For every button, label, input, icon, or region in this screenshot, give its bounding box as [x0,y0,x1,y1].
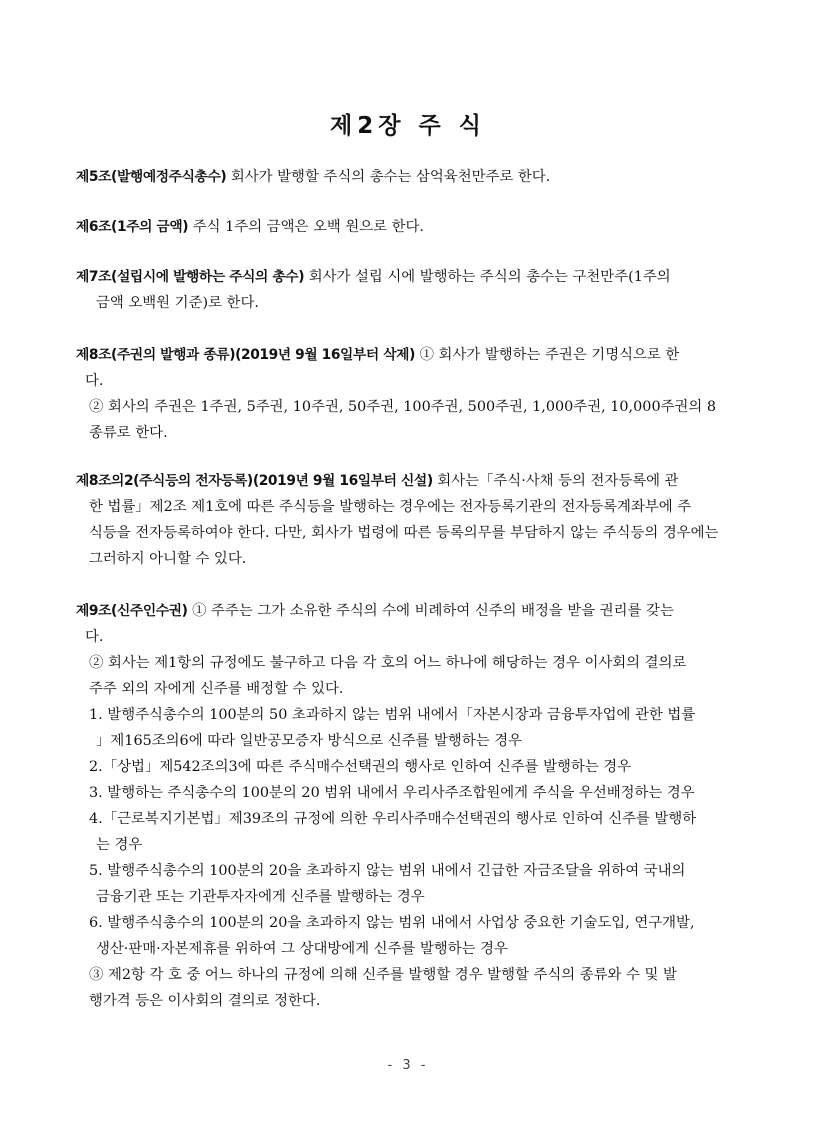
article-text: 회사가 설립 시에 발행하는 주식의 총수는 구천만주(1주의 [304,269,671,285]
article-line: 한 법률」제2조 제1호에 따른 주식등을 발행하는 경우에는 전자등록기관의 전자등록계좌부에 주 [89,499,692,515]
article-9 [76,598,746,1014]
article-text: 회사가 발행할 주식의 총수는 삼억육천만주로 한다. [226,169,551,185]
article-line: 는 경우 [96,837,143,853]
article-line: 그러하지 아니할 수 있다. [89,551,247,567]
article-line: 」제165조의6에 따라 일반공모증자 방식으로 신주를 발행하는 경우 [96,733,522,749]
chapter-title: 제2장 주 식 [330,113,486,139]
article-line: 6. 발행주식총수의 100분의 20을 초과하지 않는 범위 내에서 사업상 중요한 기술도입, 연구개발, [89,915,695,931]
article-7 [76,264,746,316]
article-line: 식등을 전자등록하여야 한다. 다만, 회사가 법령에 따른 등록의무를 부담하지 않는 주식등의 경우에는 [89,525,719,541]
article-line: 종류로 한다. [89,425,168,441]
article-text: ① 회사가 발행하는 주권은 기명식으로 한 [415,347,680,363]
article-line: 3. 발행하는 주식총수의 100분의 20 범위 내에서 우리사주조합원에게 주식을 우선배정하는 경우 [89,785,695,801]
article-text: 주식 1주의 금액은 오백 원으로 한다. [188,219,424,235]
article-line: 생산·판매·자본제휴를 위하여 그 상대방에게 신주를 발행하는 경우 [96,941,508,957]
article-line [76,264,746,290]
article-8-2 [76,468,746,572]
article-line [76,164,746,190]
article-line [76,214,746,240]
article-heading: 제7조(설립시에 발행하는 주식의 총수) [76,269,305,285]
article-line [76,598,746,624]
article-line: 금융기관 또는 기관투자자에게 신주를 발행하는 경우 [96,889,425,905]
article-text: 회사는「주식·사채 등의 전자등록에 관 [432,473,679,489]
article-text: ① 주주는 그가 소유한 주식의 수에 비례하여 신주의 배정을 받을 권리를 갖는 [187,603,674,619]
article-line: 다. [85,629,104,645]
article-line: ② 회사는 제1항의 규정에도 불구하고 다음 각 호의 어느 하나에 해당하는 경우 이사회의 결의로 [89,655,687,671]
article-heading: 제6조(1주의 금액) [76,219,189,235]
article-heading: 제8조(주권의 발행과 종류)(2019년 9월 16일부터 삭제) [76,347,416,363]
article-6 [76,214,746,240]
article-line: 행가격 등은 이사회의 결의로 정한다. [89,993,321,1009]
article-line: 4.「근로복지기본법」제39조의 규정에 의한 우리사주매수선택권의 행사로 인하여 신주를 발행하 [89,811,697,827]
article-line [76,342,746,368]
article-line: 다. [85,373,104,389]
article-line: 주주 외의 자에게 신주를 배정할 수 있다. [89,681,344,697]
article-line: 1. 발행주식총수의 100분의 50 초과하지 않는 범위 내에서「자본시장과 금융투자업에 관한 법률 [89,707,696,723]
article-line [76,468,746,494]
article-line: 2.「상법」제542조의3에 따른 주식매수선택권의 행사로 인하여 신주를 발행하는 경우 [89,759,632,775]
article-8 [76,342,746,446]
article-line: ③ 제2항 각 호 중 어느 하나의 규정에 의해 신주를 발행할 경우 발행할 주식의 종류와 수 및 발 [89,967,677,983]
article-line: 5. 발행주식총수의 100분의 20을 초과하지 않는 범위 내에서 긴급한 자금조달을 위하여 국내의 [89,863,686,879]
article-heading: 제9조(신주인수권) [76,603,188,619]
article-line: ② 회사의 주권은 1주권, 5주권, 10주권, 50주권, 100주권, 500주권, 1,000주권, 10,000주권의 8 [89,399,717,415]
page-number: - 3 - [387,1058,429,1073]
article-line: 금액 오백원 기준)로 한다. [96,295,259,311]
article-heading: 제5조(발행예정주식총수) [76,169,227,185]
article-heading: 제8조의2(주식등의 전자등록)(2019년 9월 16일부터 신설) [76,473,433,489]
article-5 [76,164,746,190]
